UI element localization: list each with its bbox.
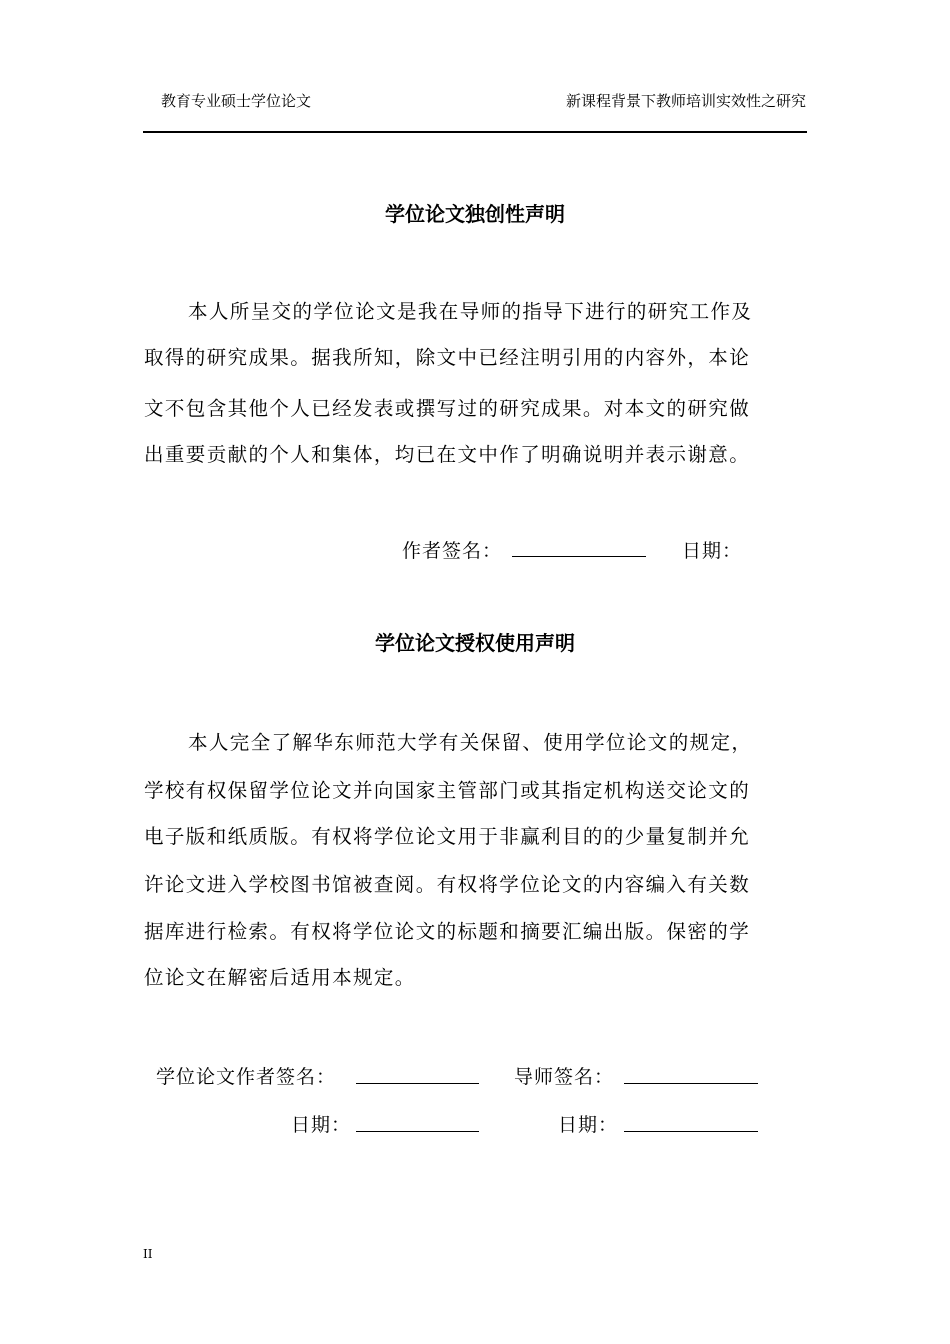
originality-line-3: 文不包含其他个人已经发表或撰写过的研究成果。对本文的研究做 bbox=[144, 397, 751, 420]
originality-line-2: 取得的研究成果。据我所知，除文中已经注明引用的内容外，本论 bbox=[144, 346, 751, 369]
authorization-line-2: 学校有权保留学位论文并向国家主管部门或其指定机构送交论文的 bbox=[144, 779, 751, 802]
author-date-line[interactable] bbox=[356, 1131, 479, 1132]
supervisor-date-line[interactable] bbox=[624, 1131, 758, 1132]
originality-title: 学位论文独创性声明 bbox=[385, 202, 565, 226]
running-header-right: 新课程背景下教师培训实效性之研究 bbox=[565, 92, 806, 110]
supervisor-signature-line[interactable] bbox=[624, 1083, 758, 1084]
authorization-title: 学位论文授权使用声明 bbox=[375, 631, 575, 655]
date-label: 日期： bbox=[682, 540, 743, 562]
originality-line-4: 出重要贡献的个人和集体，均已在文中作了明确说明并表示谢意。 bbox=[144, 443, 751, 466]
thesis-author-signature-label: 学位论文作者签名： bbox=[156, 1066, 337, 1088]
authorization-line-5: 据库进行检索。有权将学位论文的标题和摘要汇编出版。保密的学 bbox=[144, 920, 751, 943]
author-signature-label: 作者签名： bbox=[402, 540, 503, 562]
thesis-author-signature-line[interactable] bbox=[356, 1083, 479, 1084]
originality-line-1: 本人所呈交的学位论文是我在导师的指导下进行的研究工作及 bbox=[188, 300, 753, 323]
author-signature-line[interactable] bbox=[512, 556, 646, 557]
running-header-left: 教育专业硕士学位论文 bbox=[161, 92, 312, 110]
supervisor-signature-label: 导师签名： bbox=[514, 1066, 615, 1088]
authorization-line-1: 本人完全了解华东师范大学有关保留、使用学位论文的规定， bbox=[188, 731, 753, 754]
authorization-line-3: 电子版和纸质版。有权将学位论文用于非赢利目的的少量复制并允 bbox=[144, 825, 751, 848]
author-date-label: 日期： bbox=[291, 1114, 352, 1136]
page-number: II bbox=[143, 1247, 153, 1261]
header-divider bbox=[143, 131, 807, 133]
authorization-line-4: 许论文进入学校图书馆被查阅。有权将学位论文的内容编入有关数 bbox=[144, 873, 751, 896]
authorization-line-6: 位论文在解密后适用本规定。 bbox=[144, 966, 416, 989]
supervisor-date-label: 日期： bbox=[558, 1114, 619, 1136]
